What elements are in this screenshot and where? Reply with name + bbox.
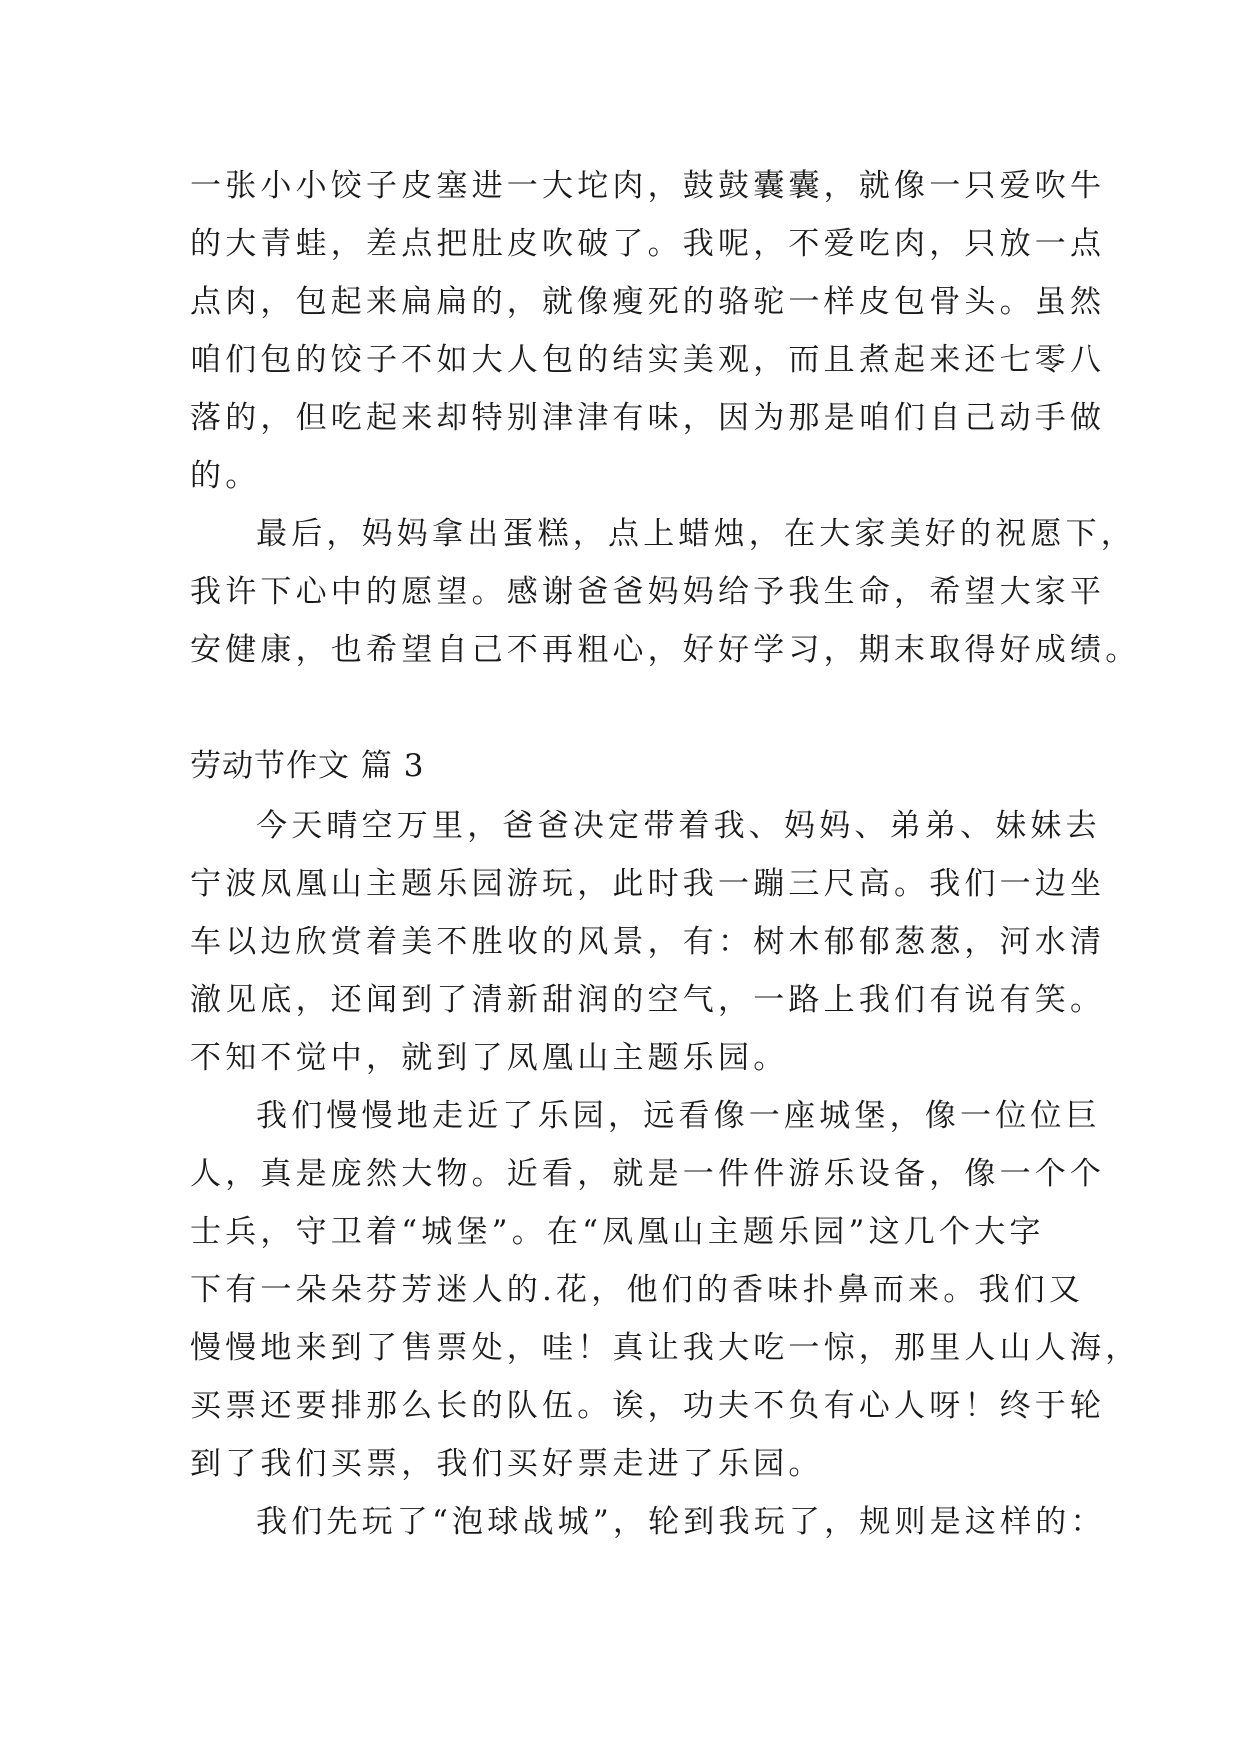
paragraph-line: 买票还要排那么长的队伍。诶，功夫不负有心人呀！终于轮 [190,1388,1106,1424]
paragraph-line: 的。 [190,458,261,494]
paragraph-line: 到了我们买票，我们买好票走进了乐园。 [190,1446,824,1482]
paragraph-line: 最后，妈妈拿出蛋糕，点上蜡烛，在大家美好的祝愿下， [256,516,1136,552]
paragraph-line: 我许下心中的愿望。感谢爸爸妈妈给予我生命，希望大家平 [190,574,1106,610]
paragraph-line: 安健康，也希望自己不再粗心，好好学习，期末取得好成绩。 [190,632,1141,668]
paragraph-line: 落的，但吃起来却特别津津有味，因为那是咱们自己动手做 [190,400,1106,436]
paragraph-line: 慢慢地来到了售票处，哇！真让我大吃一惊，那里人山人海， [190,1330,1141,1366]
paragraph-line: 人，真是庞然大物。近看，就是一件件游乐设备，像一个个 [190,1156,1106,1192]
paragraph-line: 澈见底，还闻到了清新甜润的空气，一路上我们有说有笑。 [190,982,1106,1018]
paragraph-line: 我们慢慢地走近了乐园，远看像一座城堡，像一位位巨 [256,1098,1101,1134]
paragraph-line: 下有一朵朵芬芳迷人的.花，他们的香味扑鼻而来。我们又 [190,1272,1085,1308]
paragraph-line: 咱们包的饺子不如大人包的结实美观，而且煮起来还七零八 [190,342,1106,378]
paragraph-line: 点肉，包起来扁扁的，就像瘦死的骆驼一样皮包骨头。虽然 [190,284,1106,320]
paragraph-line: 的大青蛙，差点把肚皮吹破了。我呢，不爱吃肉，只放一点 [190,226,1106,262]
paragraph-line: 宁波凤凰山主题乐园游玩，此时我一蹦三尺高。我们一边坐 [190,866,1106,902]
paragraph-line: 不知不觉中，就到了凤凰山主题乐园。 [190,1040,789,1076]
paragraph-line: 车以边欣赏着美不胜收的风景，有：树木郁郁葱葱，河水清 [190,924,1106,960]
paragraph-line: 今天晴空万里，爸爸决定带着我、妈妈、弟弟、妹妹去 [256,808,1101,844]
paragraph-line: 一张小小饺子皮塞进一大坨肉，鼓鼓囊囊，就像一只爱吹牛 [190,168,1106,204]
section-heading: 劳动节作文 篇 3 [190,748,425,784]
paragraph-line: 士兵，守卫着“城堡”。在“凤凰山主题乐园”这几个大字 [190,1214,1045,1250]
paragraph-line: 我们先玩了“泡球战城”，轮到我玩了，规则是这样的： [256,1504,1106,1540]
